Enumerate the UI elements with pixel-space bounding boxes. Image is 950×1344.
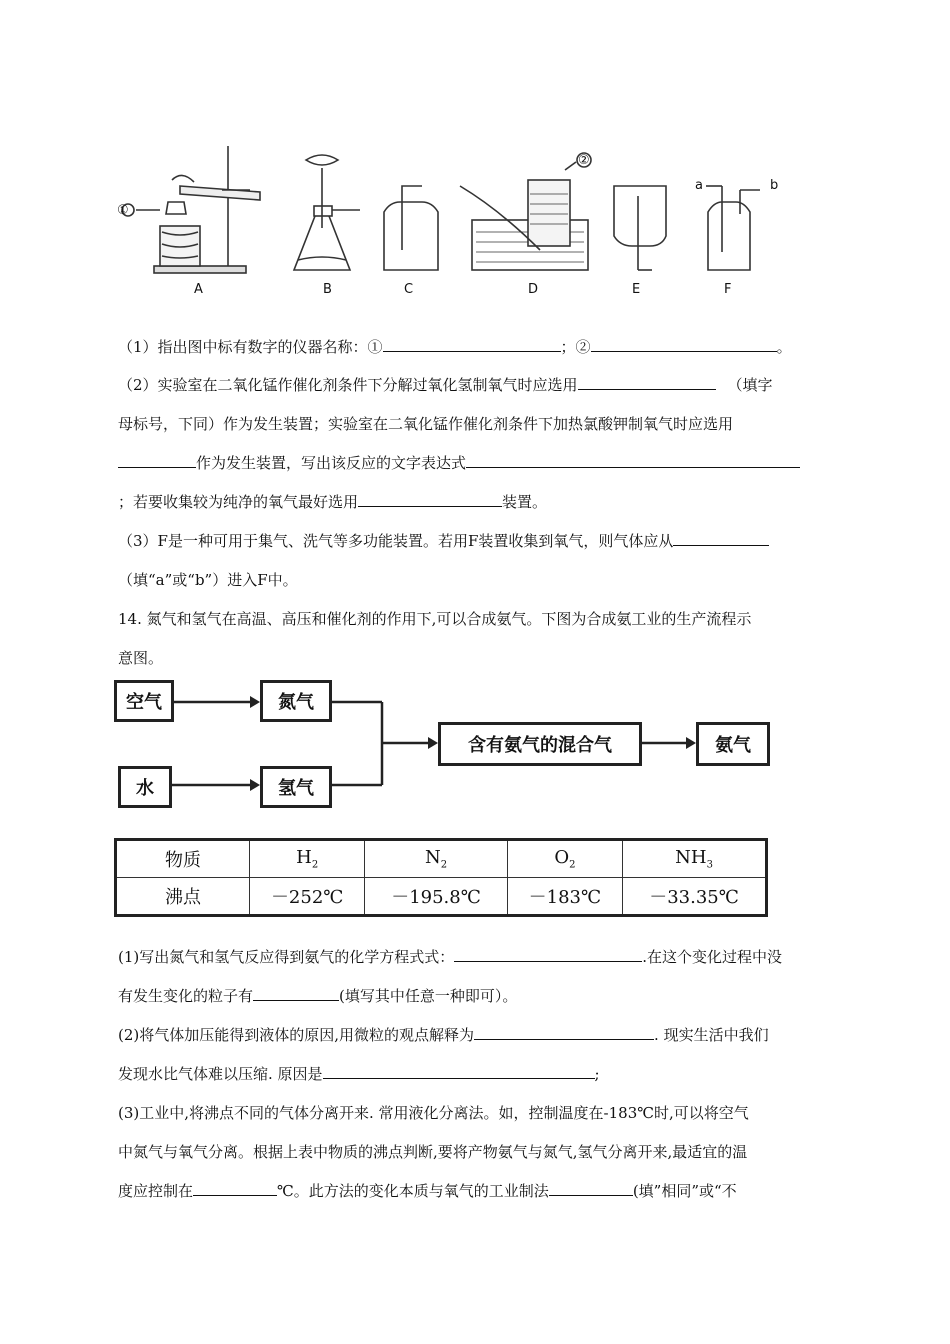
q13-p3-l1: （3）F是一种可用于集气、洗气等多功能装置。若用F装置收集到氧气，则气体应从: [118, 532, 674, 550]
table-bp-nh3: －33.35℃: [623, 878, 767, 916]
label-e: E: [632, 282, 641, 297]
answer-blank-2[interactable]: [591, 337, 777, 352]
q14-p2-l2b: ;: [594, 1065, 600, 1083]
label-c: C: [404, 282, 414, 297]
apparatus-figure: [110, 140, 790, 300]
q13-p2-l2: 母标号，下同）作为发生装置；实验室在二氧化锰作催化剂条件下加热氯酸钾制氧气时应选用: [118, 415, 734, 433]
q14-part2-line1: [118, 1025, 769, 1045]
label-f: F: [724, 282, 732, 297]
boiling-point-table: [114, 838, 768, 917]
table-cell-h2: $H_2$: [250, 840, 365, 878]
flow-air-box: 空气: [114, 680, 174, 722]
apparatus-f-drawing: [706, 186, 760, 270]
q14-part3-line2: [118, 1142, 747, 1162]
table-bp-h2: －252℃: [250, 878, 365, 916]
q14-intro-line1: [118, 609, 751, 629]
q13-p1-end: 。: [776, 338, 792, 356]
answer-blank-1[interactable]: [383, 337, 561, 352]
answer-blank-13[interactable]: [549, 1181, 633, 1196]
label-d: D: [528, 282, 539, 297]
q14-part2-line2: [118, 1064, 600, 1084]
table-header-label: 物质: [116, 840, 250, 878]
q14-p2-l1b: . 现实生活中我们: [654, 1026, 769, 1044]
table-bp-n2: －195.8℃: [365, 878, 507, 916]
q14-intro-1: 14. 氮气和氢气在高温、高压和催化剂的作用下,可以合成氨气。下图为合成氨工业的生产流程示: [118, 610, 752, 628]
answer-blank-3[interactable]: [578, 375, 716, 390]
apparatus-d-drawing: [460, 153, 591, 270]
answer-blank-12[interactable]: [193, 1181, 277, 1196]
answer-blank-11[interactable]: [323, 1064, 595, 1079]
table-bp-o2: －183℃: [507, 878, 622, 916]
label-a: A: [194, 282, 203, 297]
apparatus-a-drawing: [122, 146, 260, 273]
table-cell-nh3: $NH_3$: [623, 840, 767, 878]
q14-p1-l2a: 有发生变化的粒子有: [118, 987, 254, 1005]
q13-p2-l1b: （填字: [727, 376, 773, 394]
q13-p2-l3a: 作为发生装置，写出该反应的文字表达式: [196, 454, 467, 472]
apparatus-e-drawing: [614, 186, 666, 270]
apparatus-c-drawing: [384, 186, 438, 270]
q13-part1: [118, 337, 792, 357]
q13-p1-sep: ；②: [560, 338, 591, 356]
port-b-label: b: [770, 178, 779, 193]
q13-p3-l2: （填“a”或“b”）进入F中。: [118, 571, 298, 589]
q14-p2-l2a: 发现水比气体难以压缩. 原因是: [118, 1065, 323, 1083]
marker-1: ①: [117, 203, 129, 218]
q14-p3-l3c: (填”相同”或“不: [632, 1182, 737, 1200]
q14-p1-l2b: (填写其中任意一种即可）。: [339, 987, 518, 1005]
flow-nitrogen-box: 氮气: [260, 680, 332, 722]
q13-p2-l4b: 装置。: [502, 493, 548, 511]
q14-p3-l1: (3)工业中,将沸点不同的气体分离开来. 常用液化分离法。如，控制温度在-183℃时,可以将空气: [118, 1104, 749, 1122]
q14-p1-l1b: .在这个变化过程中没: [642, 948, 783, 966]
q13-part2-line1: [118, 375, 773, 395]
table-row-label: 沸点: [116, 878, 250, 916]
q13-part3-line1: [118, 531, 769, 551]
marker-2: ②: [578, 153, 590, 168]
q13-p1-text: （1）指出图中标有数字的仪器名称：①: [118, 338, 383, 356]
q13-part2-line4: [118, 492, 547, 512]
q14-p3-l2: 中氮气与氧气分离。根据上表中物质的沸点判断,要将产物氨气与氮气,氢气分离开来,最适宜的温: [118, 1143, 748, 1161]
label-b: B: [323, 282, 332, 297]
apparatus-b-drawing: [294, 155, 360, 270]
q13-p2-l4a: ；若要收集较为纯净的氧气最好选用: [118, 493, 359, 511]
q14-part3-line1: [118, 1103, 749, 1123]
flow-hydrogen-box: 氢气: [260, 766, 332, 808]
flow-mixture-box: 含有氨气的混合气: [438, 722, 642, 766]
answer-blank-4[interactable]: [118, 453, 196, 468]
q14-p1-l1a: (1)写出氮气和氢气反应得到氨气的化学方程式式：: [118, 948, 455, 966]
answer-blank-5[interactable]: [466, 453, 800, 468]
q14-intro-2: 意图。: [118, 649, 164, 667]
answer-blank-9[interactable]: [253, 986, 339, 1001]
table-cell-n2: $N_2$: [365, 840, 507, 878]
q14-p3-l3a: 度应控制在: [118, 1182, 194, 1200]
q14-part1-line2: [118, 986, 517, 1006]
answer-blank-8[interactable]: [454, 947, 642, 962]
q14-p2-l1a: (2)将气体加压能得到液体的原因,用微粒的观点解释为: [118, 1026, 475, 1044]
q13-part2-line3: [118, 453, 800, 473]
table-cell-o2: $O_2$: [507, 840, 622, 878]
answer-blank-10[interactable]: [474, 1025, 654, 1040]
flow-ammonia-box: 氨气: [696, 722, 770, 766]
answer-blank-6[interactable]: [358, 492, 502, 507]
port-a-label: a: [695, 178, 703, 193]
table-header-row: [116, 840, 767, 878]
q13-part3-line2: [118, 570, 298, 590]
q13-p2-l1a: （2）实验室在二氧化锰作催化剂条件下分解过氧化氢制氧气时应选用: [118, 376, 578, 394]
q14-intro-line2: [118, 648, 163, 668]
q14-p3-l3b: ℃。此方法的变化本质与氧气的工业制法: [277, 1182, 549, 1200]
answer-blank-7[interactable]: [673, 531, 769, 546]
q13-part2-line2: [118, 414, 733, 434]
q14-part3-line3: [118, 1181, 737, 1201]
flow-water-box: 水: [118, 766, 172, 808]
table-data-row: [116, 878, 767, 916]
q14-part1-line1: [118, 947, 782, 967]
